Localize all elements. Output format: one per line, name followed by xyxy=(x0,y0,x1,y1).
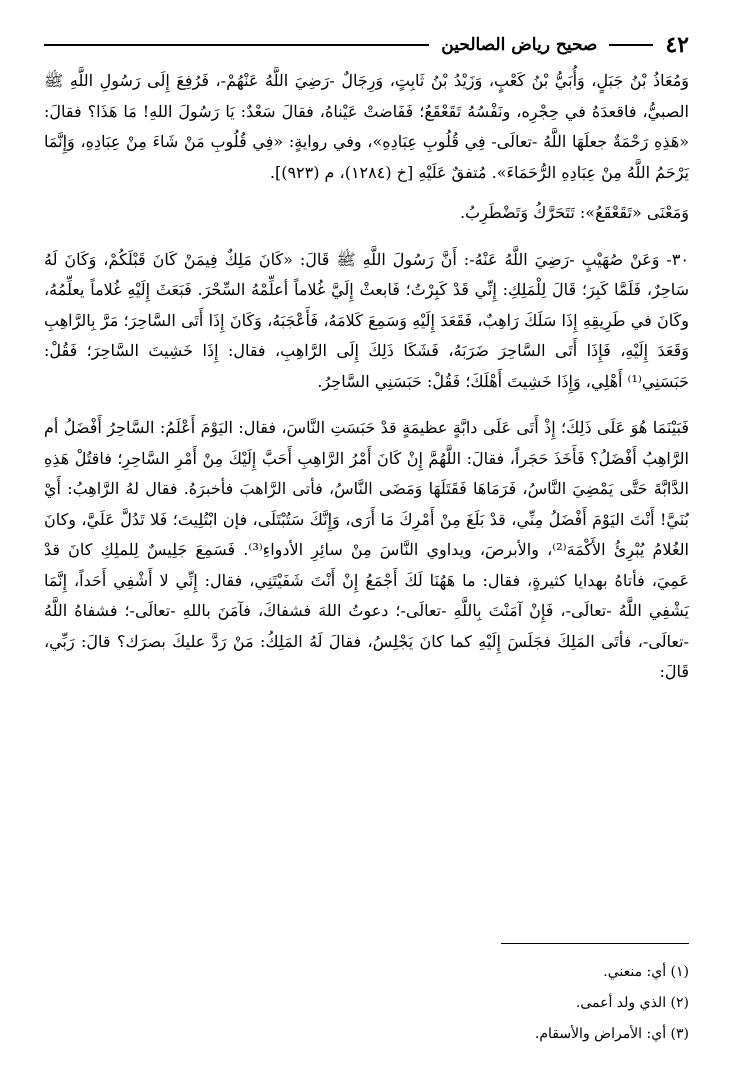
paragraph-hadith-30-cont: فَبَيْنَمَا هُوَ عَلَى ذَلِكَ؛ إِذْ أَتَى عَلَى دابَّةٍ عظيمَةٍ قدْ حَبَسَتِ النَّاسَ، فقال: اليَوْمَ أَعْلَمُ: السَّاحِرُ أَفْضَلُ أم الرَّاهِبُ أَفْضَلُ؟ فَأَخَذَ حَجَراً، فقالَ: اللَّهُمَّ إِنْ كَانَ أَمْرُ الرَّاهِبِ أَحَبَّ إِلَيْكَ مِنْ أَمْرِ السَّاحِرِ؛ فاقتُلْ هَذِهِ الدَّابَّةَ حَتَّى يَمْضِيَ النَّاسُ، فَرَمَاهَا فَقَتَلَهَا وَمَضَى النَّاسُ، فأتى الرَّاهبَ فأخبرَهُ. فقال لهُ الرَّاهِبُ: أَيْ بُنَيَّ! أَنْتَ اليَوْمَ أَفْضَلُ مِنِّي، قدْ بَلَغَ مِنْ أَمْرِكَ مَا أَرَى، وَإِنَّكَ سَتُبْتَلَى، فإن ابْتُلِيتَ؛ فَلا تَدُلَّ عَلَيَّ، وكانَ الغُلامُ يُبْرِئُ الأَكْمَهَ⁽²⁾، والأبرصَ، ويداوي النَّاسَ مِنْ سائِرِ الأدواءِ⁽³⁾. فَسَمِعَ جَلِيسٌ لِلملِكِ كانَ قدْ عَمِيَ، فأتاهُ بهدايا كثيرةٍ، فقال: ما هَهُنَا لَكَ أَجْمَعُ إِنْ أَنْتَ شَفَيْتَنِي، فقال: إِنِّي لا أَشْفِي أَحَداً، إِنَّمَا يَشْفِي اللَّهُ -تعالَى-، فَإِنْ آمَنْتَ بِاللَّهِ -تعالَى-؛ دعوتُ اللهَ فشفاكَ، فآمَنَ باللهِ -تعالَى-؛ فشفاهُ اللَّهُ -تعالَى-، فأتَى المَلِكَ فجَلَسَ إِلَيْهِ كما كانَ يَجْلِسُ، فقالَ لَهُ المَلِكُ: مَنْ رَدَّ عليكَ بصرَك؟ قالَ: رَبِّي، قَالَ: xyxy=(44,418,690,681)
footnote-2: (٢) الذي ولد أعمى. xyxy=(575,995,689,1011)
footnotes xyxy=(44,957,689,1050)
header-rule-long xyxy=(44,44,429,46)
paragraph-hadith-30: ٣٠- وَعَنْ صُهَيْبٍ -رَضِيَ اللَّهُ عَنْهُ-: أَنَّ رَسُولَ اللَّهِ ﷺ قَالَ: «كَانَ مَلِكٌ فِيمَنْ كَانَ قَبْلَكُمْ، وَكَانَ لَهُ سَاحِرٌ، فَلَمَّا كَبِرَ؛ قَالَ لِلْمَلِكِ: إِنِّي قَدْ كَبِرْتُ؛ فَابعثْ إِلَيَّ غُلاماً أعلِّمْهُ السِّحْرَ. فَبَعَثَ إِلَيْهِ غُلاماً يعلِّمُهُ، وكَانَ في طَرِيقِهِ إِذَا سَلَكَ رَاهِبٌ، فَقَعَدَ إِلَيْهِ وَسَمِعَ كَلامَهُ، فَأَعْجَبَهُ، وَكَانَ إِذَا أَتَى السَّاحِرَ؛ مَرَّ بِالرَّاهِبِ وَقَعَدَ إِلَيْهِ، فَإِذَا أَتَى السَّاحِرَ ضَرَبَهُ، فَشَكَا ذَلِكَ إِلَى الرَّاهِبِ، فقال: إِذَا خَشِيتَ السَّاحِرَ؛ فَقُلْ: حَبَسَنِي⁽¹⁾ أَهْلِي، وَإِذَا خَشِيتَ أَهْلَكَ؛ فَقُلْ: حَبَسَنِي السَّاحِرُ. xyxy=(44,249,689,391)
footnote-divider xyxy=(501,943,689,944)
page-body xyxy=(44,66,689,688)
header-rule-short xyxy=(609,44,653,46)
book-title: صحيح رياض الصالحين xyxy=(441,35,598,55)
page-number: ٤٢ xyxy=(665,32,689,58)
page-header xyxy=(44,30,689,60)
footnote-1: (١) أي: منعني. xyxy=(603,964,689,980)
paragraph-word-meaning: وَمَعْنَى «تَقَعْقَعُ»: تَتَحَرَّكُ وَتَضْطَرِبُ. xyxy=(459,203,689,222)
footnote-3: (٣) أي: الأمراض والأسقام. xyxy=(534,1026,689,1042)
paragraph-hadith-29-end: وَمُعَاذُ بْنُ جَبَلٍ، وَأُبَيُّ بْنُ كَعْبٍ، وَزَيْدُ بْنُ ثَابِتٍ، وَرِجَالٌ -رَضِيَ اللَّهُ عَنْهُمْ-، فَرُفِعَ إِلَى رَسُولِ اللَّهِ ﷺ الصبيُّ، فاقعدَهُ في حِجْرِه، ونَفْسُهُ تَقَعْقَعُ؛ فَفَاضتْ عَيْناهُ، فقالَ سَعْدٌ: يَا رَسُولَ اللهِ! مَا هَذَا؟ فقالَ: «هَذِهِ رَحْمَةٌ جعلَهَا اللَّهُ -تعالَى- فِي قُلُوبِ عِبَادِهِ»، وفي روايةٍ: «فِي قُلُوبِ مَنْ شَاءَ مِنْ عِبَادِهِ، وَإِنَّمَا يَرْحَمُ اللَّهُ مِنْ عِبَادِهِ الرُّحَمَاءَ». مُتفقٌ عَلَيْهِ [خ (١٢٨٤)، م (٩٢٣)]. xyxy=(44,71,690,182)
